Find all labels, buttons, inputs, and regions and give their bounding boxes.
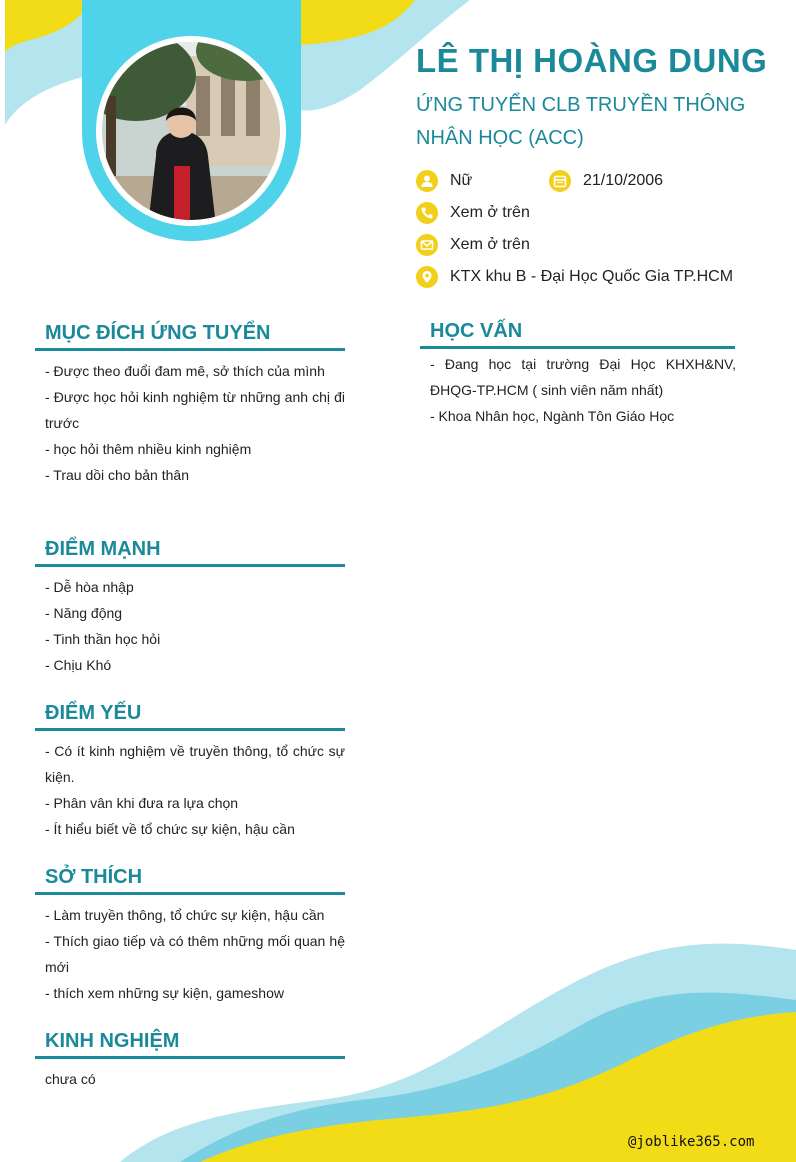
- address-row: [416, 265, 733, 289]
- location-pin-icon: [416, 266, 438, 288]
- user-icon: [416, 170, 438, 192]
- list-item: - học hỏi thêm nhiều kinh nghiệm: [45, 441, 252, 457]
- list-item: - Làm truyền thông, tổ chức sự kiện, hậu cần: [45, 907, 325, 923]
- list-item: - Khoa Nhân học, Ngành Tôn Giáo Học: [430, 408, 675, 424]
- mail-icon: [416, 234, 438, 256]
- phone-row: [416, 201, 530, 225]
- education-heading: HỌC VẤN: [420, 320, 735, 349]
- list-item: - Phân vân khi đưa ra lựa chọn: [45, 795, 239, 811]
- list-item: - Tinh thần học hỏi: [45, 631, 161, 647]
- list-item: - Ít hiểu biết về tổ chức sự kiện, hậu cần: [45, 821, 295, 837]
- application-subtitle: ỨNG TUYỂN CLB TRUYỀN THÔNG NHÂN HỌC (ACC): [416, 94, 746, 149]
- birthdate-row: [549, 169, 663, 193]
- strengths-list: [45, 574, 345, 678]
- strengths-heading: ĐIỂM MẠNH: [35, 538, 345, 567]
- list-item: - Đang học tại trường Đại Học KHXH&NV, ĐHQG-TP.HCM ( sinh viên năm nhất): [430, 356, 736, 398]
- email-value: Xem ở trên: [450, 236, 530, 253]
- list-item: - thích xem những sự kiện, gameshow: [45, 985, 284, 1001]
- birthdate-value: 21/10/2006: [583, 172, 664, 189]
- objective-heading: MỤC ĐÍCH ỨNG TUYỂN: [35, 322, 345, 351]
- list-item: - Được học hỏi kinh nghiệm từ những anh chị đi trước: [45, 389, 345, 431]
- candidate-name: LÊ THỊ HOÀNG DUNG: [416, 42, 768, 79]
- weaknesses-list: [45, 738, 345, 842]
- hobbies-heading: SỞ THÍCH: [35, 866, 345, 895]
- list-item: - Được theo đuổi đam mê, sở thích của mình: [45, 363, 325, 379]
- list-item: - Chịu Khó: [45, 657, 112, 673]
- weaknesses-heading: ĐIỂM YẾU: [35, 702, 345, 731]
- watermark-text: @joblike365.com: [628, 1134, 755, 1150]
- experience-list: [45, 1066, 345, 1092]
- objective-list: [45, 358, 345, 488]
- experience-heading: KINH NGHIỆM: [35, 1030, 345, 1059]
- list-item: - Thích giao tiếp và có thêm những mối quan hệ mới: [45, 933, 345, 975]
- phone-icon: [416, 202, 438, 224]
- gender-value: Nữ: [450, 172, 473, 189]
- list-item: - Dễ hòa nhập: [45, 579, 134, 595]
- list-item: - Trau dồi cho bản thân: [45, 467, 189, 483]
- education-list: [430, 351, 736, 429]
- gender-row: [416, 169, 472, 193]
- hobbies-list: [45, 902, 345, 1006]
- calendar-icon: [549, 170, 571, 192]
- email-row: [416, 233, 530, 257]
- list-item: chưa có: [45, 1071, 96, 1087]
- profile-photo: [96, 36, 286, 226]
- address-value: KTX khu B - Đại Học Quốc Gia TP.HCM: [450, 268, 734, 285]
- phone-value: Xem ở trên: [450, 204, 530, 221]
- list-item: - Có ít kinh nghiệm về truyền thông, tổ chức sự kiện.: [45, 743, 345, 785]
- list-item: - Năng động: [45, 605, 123, 621]
